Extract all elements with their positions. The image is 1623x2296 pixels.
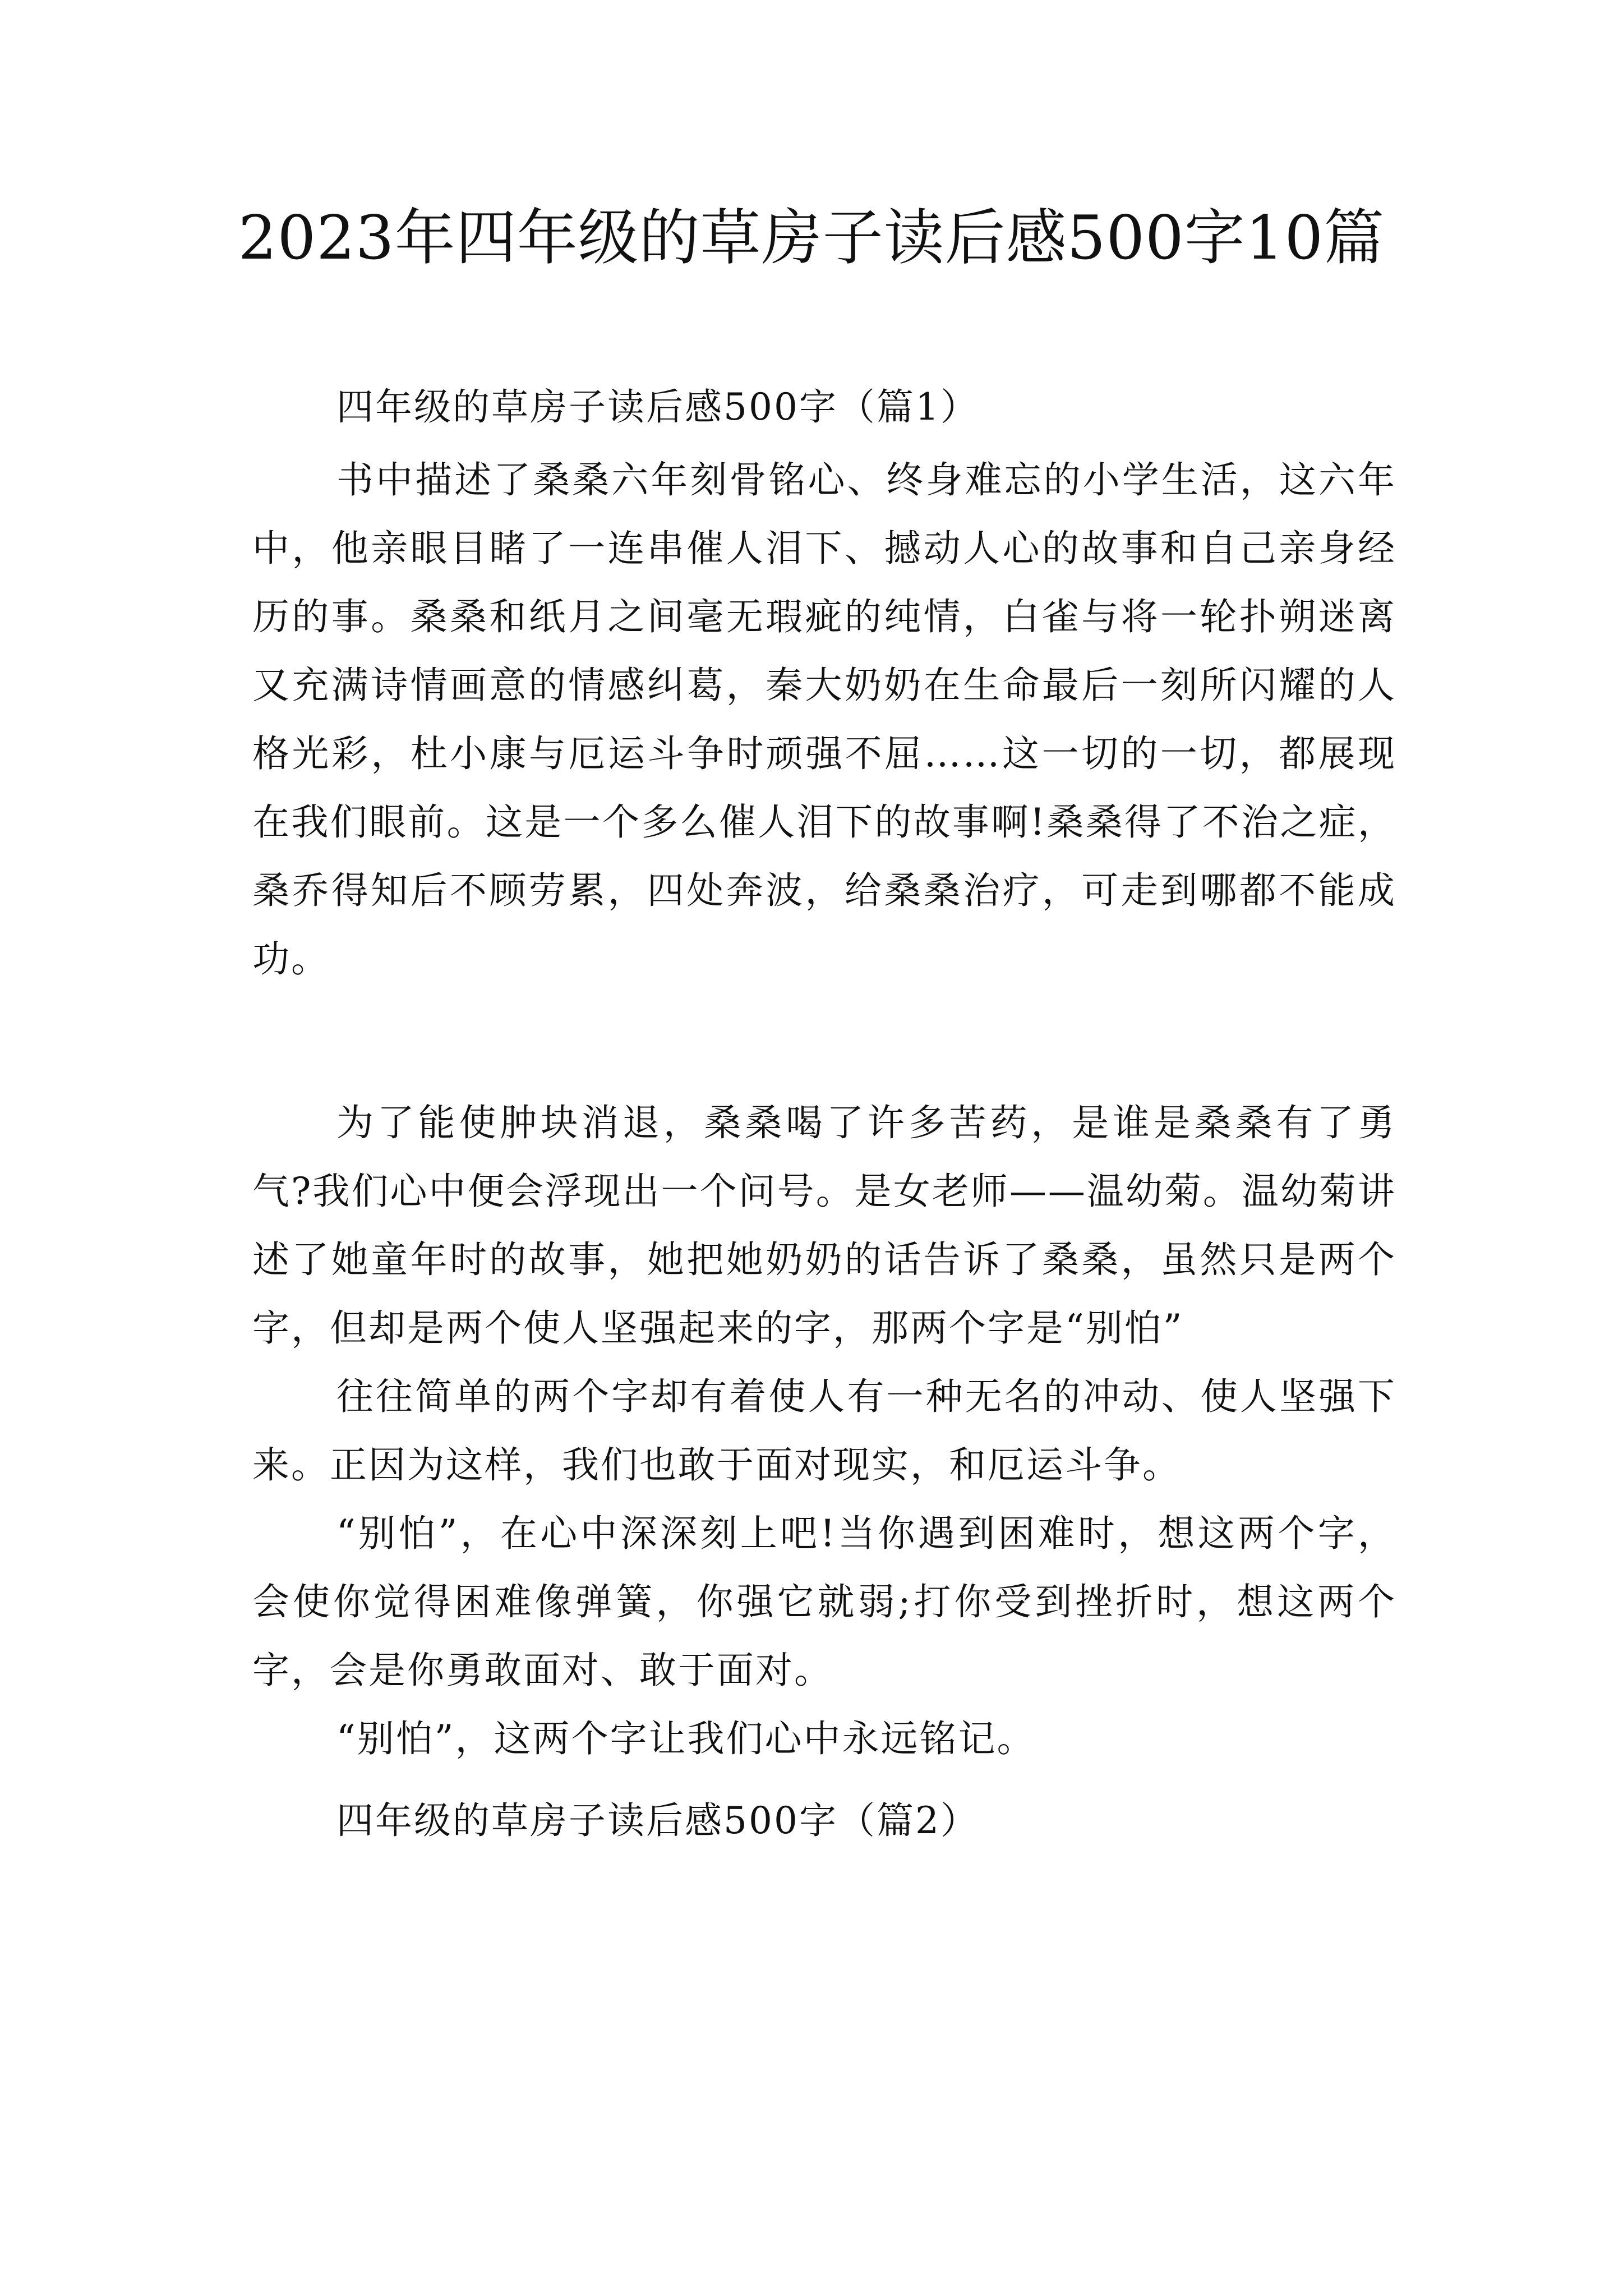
paragraph-3: 往往简单的两个字却有着使人有一种无名的冲动、使人坚强下来。正因为这样，我们也敢于面对现实，和厄运斗争。 xyxy=(252,1375,1396,1487)
section-heading-2: 四年级的草房子读后感500字（篇2） xyxy=(336,1799,979,1842)
document-title: 2023年四年级的草房子读后感500字10篇 xyxy=(238,203,1385,273)
paragraph-1: 书中描述了桑桑六年刻骨铭心、终身难忘的小学生活，这六年中，他亲眼目睹了一连串催人泪下、撼动人心的故事和自己亲身经历的事。桑桑和纸月之间毫无瑕疵的纯情，白雀与将一轮扑朔迷离又充满诗情画意的情感纠葛，秦大奶奶在生命最后一刻所闪耀的人格光彩，杜小康与厄运斗争时顽强不屈……这一切的一切，都展现在我们眼前。这是一个多么催人泪下的故事啊!桑桑得了不治之症，桑乔得知后不顾劳累，四处奔波，给桑桑治疗，可走到哪都不能成功。 xyxy=(252,458,1396,981)
paragraph-5: “别怕”，这两个字让我们心中永远铭记。 xyxy=(336,1717,1036,1760)
paragraph-2: 为了能使肿块消退，桑桑喝了许多苦药，是谁是桑桑有了勇气?我们心中便会浮现出一个问号。是女老师——温幼菊。温幼菊讲述了她童年时的故事，她把她奶奶的话告诉了桑桑，虽然只是两个字，但却是两个使人坚强起来的字，那两个字是“别怕” xyxy=(252,1101,1396,1350)
section-heading-1: 四年级的草房子读后感500字（篇1） xyxy=(336,385,979,429)
document-body xyxy=(252,373,1396,1855)
paragraph-4: “别怕”，在心中深深刻上吧!当你遇到困难时，想这两个字，会使你觉得困难像弹簧，你强它就弱;打你受到挫折时，想这两个字，会是你勇敢面对、敢于面对。 xyxy=(252,1512,1396,1692)
